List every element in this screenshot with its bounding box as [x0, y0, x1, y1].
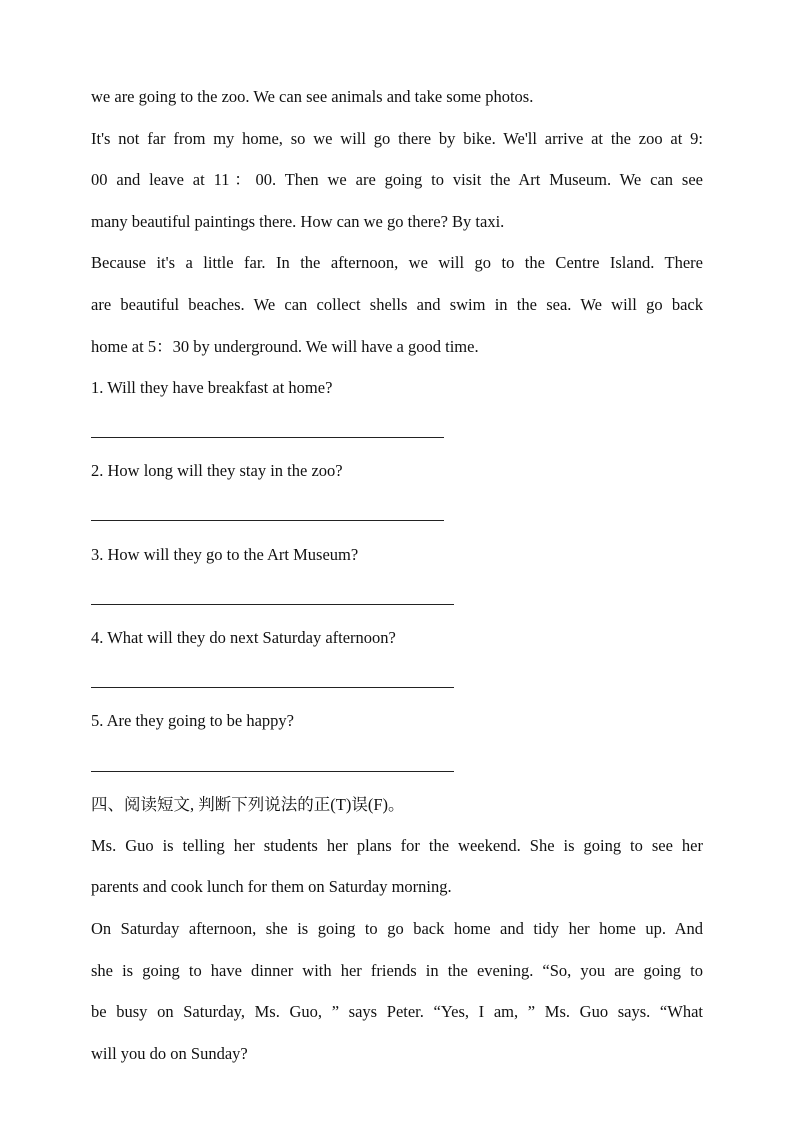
answer-blank-2[interactable] [91, 520, 444, 521]
passage-line: parents and cook lunch for them on Saturday morning. [91, 877, 452, 896]
passage-line: It's not far from my home, so we will go there by bike. We'll arrive at the zoo at 9: [91, 129, 703, 148]
passage-line: Ms. Guo is telling her students her plans for the weekend. She is going to see her [91, 836, 703, 855]
answer-blank-5[interactable] [91, 771, 454, 772]
passage-line: On Saturday afternoon, she is going to go back home and tidy her home up. And [91, 919, 703, 938]
section-heading: 四、阅读短文, 判断下列说法的正(T)误(F)。 [91, 795, 405, 814]
passage-line: Because it's a little far. In the afternoon, we will go to the Centre Island. There [91, 253, 703, 272]
answer-blank-1[interactable] [91, 437, 444, 438]
passage-line: home at 5：30 by underground. We will have a good time. [91, 337, 479, 356]
passage-line: be busy on Saturday, Ms. Guo, ” says Peter. “Yes, I am, ” Ms. Guo says. “What [91, 1002, 703, 1021]
question-4: 4. What will they do next Saturday afternoon? [91, 628, 396, 647]
question-3: 3. How will they go to the Art Museum? [91, 545, 359, 564]
passage-line: many beautiful paintings there. How can we go there? By taxi. [91, 212, 505, 231]
passage-line: she is going to have dinner with her friends in the evening. “So, you are going to [91, 961, 703, 980]
passage-line: we are going to the zoo. We can see animals and take some photos. [91, 87, 534, 106]
question-2: 2. How long will they stay in the zoo? [91, 461, 343, 480]
passage-line: are beautiful beaches. We can collect shells and swim in the sea. We will go back [91, 295, 703, 314]
answer-blank-3[interactable] [91, 604, 454, 605]
question-1: 1. Will they have breakfast at home? [91, 378, 333, 397]
question-5: 5. Are they going to be happy? [91, 711, 294, 730]
answer-blank-4[interactable] [91, 687, 454, 688]
passage-line: 00 and leave at 11：00. Then we are going to visit the Art Museum. We can see [91, 170, 703, 189]
passage-line: will you do on Sunday? [91, 1044, 248, 1063]
